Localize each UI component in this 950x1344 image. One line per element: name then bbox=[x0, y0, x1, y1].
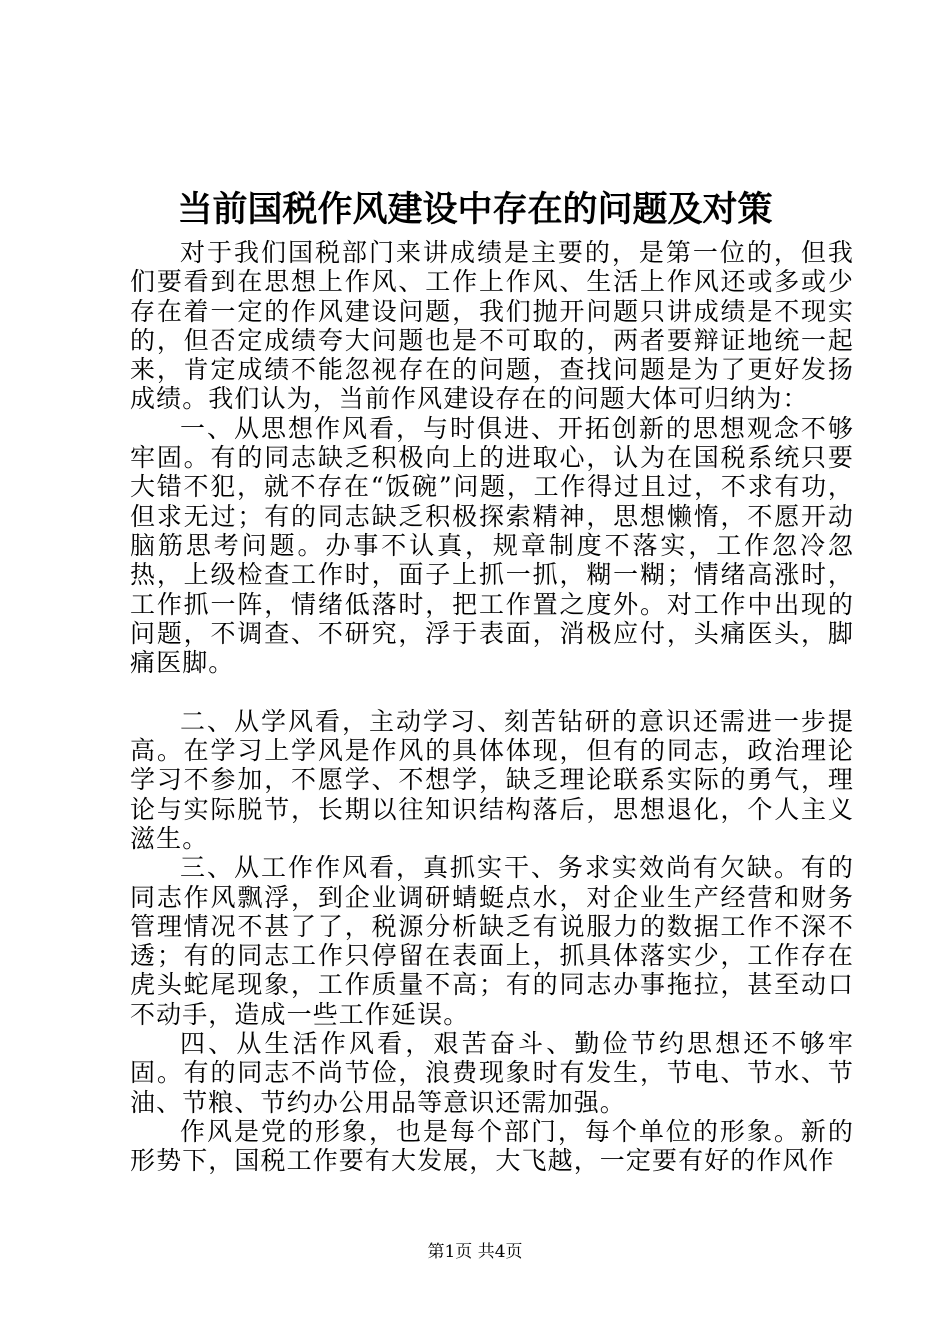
paragraph-thought-style: 一、从思想作风看，与时俱进、开拓创新的思想观念不够牢固。有的同志缺乏积极向上的进取心，认为在国税系统只要大错不犯，就不存在“饭碗”问题，工作得过且过，不求有功，但求无过；有的同志缺乏积极探索精神，思想懒惰，不愿开动脑筋思考问题。办事不认真，规章制度不落实，工作忽冷忽热，上级检查工作时，面子上抓一抓，糊一糊；情绪高涨时，工作抓一阵，情绪低落时，把工作置之度外。对工作中出现的问题，不调查、不研究，浮于表面，消极应付，头痛医头，脚痛医脚。 bbox=[130, 413, 854, 678]
document-body bbox=[130, 238, 854, 1176]
paragraph-intro: 对于我们国税部门来讲成绩是主要的，是第一位的，但我们要看到在思想上作风、工作上作风、生活上作风还或多或少存在着一定的作风建设问题，我们抛开问题只讲成绩是不现实的，但否定成绩夸大问题也是不可取的，两者要辩证地统一起来，肯定成绩不能忽视存在的问题，查找问题是为了更好发扬成绩。我们认为，当前作风建设存在的问题大体可归纳为： bbox=[130, 238, 854, 414]
paragraph-conclusion: 作风是党的形象，也是每个部门，每个单位的形象。新的形势下，国税工作要有大发展，大飞越，一定要有好的作风作 bbox=[130, 1116, 854, 1176]
page-footer: 第1页 共4页 bbox=[427, 1242, 523, 1262]
paragraph-study-style: 二、从学风看，主动学习、刻苦钻研的意识还需进一步提高。在学习上学风是作风的具体体现，但有的同志，政治理论学习不参加，不愿学、不想学，缺乏理论联系实际的勇气，理论与实际脱节，长期以往知识结构落后，思想退化，个人主义滋生。 bbox=[130, 706, 854, 853]
paragraph-gap bbox=[130, 677, 854, 706]
paragraph-life-style: 四、从生活作风看，艰苦奋斗、勤俭节约思想还不够牢固。有的同志不尚节俭，浪费现象时有发生，节电、节水、节油、节粮、节约办公用品等意识还需加强。 bbox=[130, 1029, 854, 1117]
document-title: 当前国税作风建设中存在的问题及对策 bbox=[177, 189, 773, 230]
paragraph-work-style: 三、从工作作风看，真抓实干、务求实效尚有欠缺。有的同志作风飘浮，到企业调研蜻蜓点水，对企业生产经营和财务管理情况不甚了了，税源分析缺乏有说服力的数据工作不深不透；有的同志工作只停留在表面上，抓具体落实少，工作存在虎头蛇尾现象，工作质量不高；有的同志办事拖拉，甚至动口不动手，造成一些工作延误。 bbox=[130, 853, 854, 1029]
